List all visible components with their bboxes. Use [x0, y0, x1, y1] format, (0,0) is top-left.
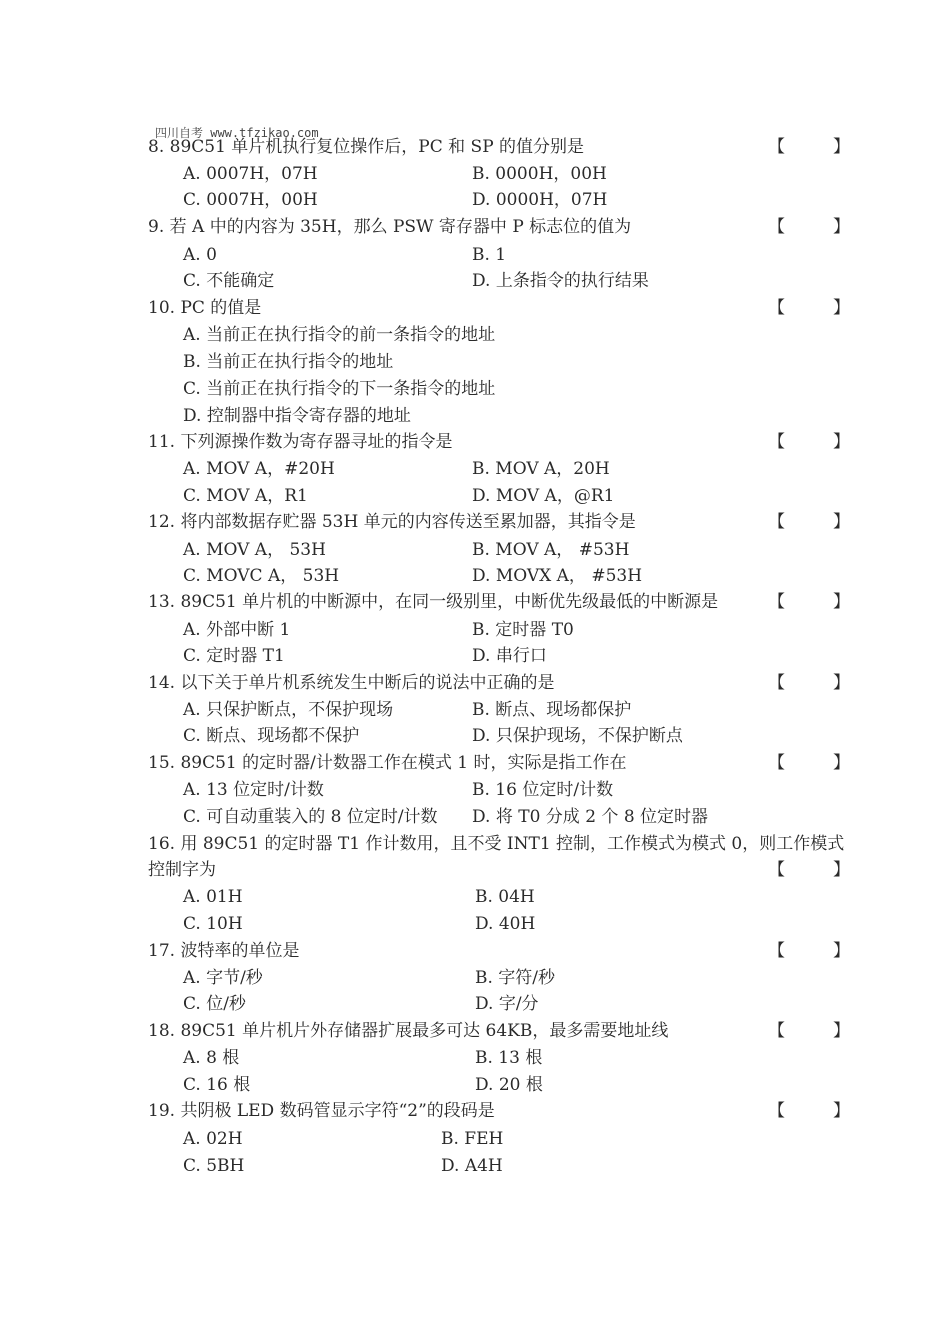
bracket-open: 【: [768, 753, 785, 773]
answer-bracket[interactable]: [768, 857, 850, 883]
answer-bracket[interactable]: [768, 134, 850, 160]
bracket-close: 】: [833, 217, 850, 237]
bracket-open: 【: [768, 592, 785, 612]
bracket-open: 【: [768, 512, 785, 532]
option: B. 1: [472, 245, 507, 265]
option: D. 将 T0 分成 2 个 8 位定时器: [472, 807, 709, 827]
bracket-close: 】: [833, 298, 850, 318]
option: A. MOV A， 53H: [183, 540, 326, 560]
bracket-close: 】: [833, 753, 850, 773]
bracket-open: 【: [768, 1101, 785, 1121]
option: D. 只保护现场，不保护断点: [472, 726, 683, 746]
option: B. 0000H，00H: [472, 164, 607, 184]
option: B. 13 根: [475, 1048, 543, 1068]
option: C. MOV A，R1: [183, 486, 308, 506]
question-16: 16. 用 89C51 的定时器 T1 作计数用，且不受 INT1 控制，工作模式为模式 0，则工作模式控制字为: [148, 834, 845, 880]
bracket-close: 】: [833, 1101, 850, 1121]
option: D. 40H: [475, 914, 536, 934]
option: C. 16 根: [183, 1075, 251, 1095]
option: C. 当前正在执行指令的下一条指令的地址: [183, 379, 496, 399]
option: C. 0007H，00H: [183, 190, 318, 210]
option: C. 断点、现场都不保护: [183, 726, 360, 746]
watermark: 四川自考 www.tfzikao.com: [155, 126, 319, 140]
option: A. 0: [183, 245, 217, 265]
option: B. 04H: [475, 887, 535, 907]
option: A. MOV A，#20H: [183, 459, 335, 479]
option: C. 可自动重装入的 8 位定时/计数: [183, 807, 438, 827]
option: D. A4H: [441, 1156, 503, 1176]
option: D. 控制器中指令寄存器的地址: [183, 406, 411, 426]
bracket-close: 】: [833, 432, 850, 452]
question-18: 18. 89C51 单片机片外存储器扩展最多可达 64KB，最多需要地址线: [148, 1021, 669, 1041]
option: B. MOV A， #53H: [472, 540, 630, 560]
question-15: 15. 89C51 的定时器/计数器工作在模式 1 时，实际是指工作在: [148, 753, 627, 773]
answer-bracket[interactable]: [768, 589, 850, 615]
bracket-close: 】: [833, 1021, 850, 1041]
bracket-open: 【: [768, 298, 785, 318]
bracket-close: 】: [833, 592, 850, 612]
question-10: 10. PC 的值是: [148, 298, 262, 318]
option: C. 10H: [183, 914, 243, 934]
question-14: 14. 以下关于单片机系统发生中断后的说法中正确的是: [148, 673, 555, 693]
option: C. MOVC A， 53H: [183, 566, 340, 586]
option: B. FEH: [441, 1129, 504, 1149]
option: A. 0007H，07H: [183, 164, 318, 184]
option: A. 13 位定时/计数: [183, 780, 324, 800]
option: A. 外部中断 1: [183, 620, 291, 640]
question-8: 8. 89C51 单片机执行复位操作后，PC 和 SP 的值分别是: [148, 137, 585, 157]
bracket-open: 【: [768, 432, 785, 452]
option: C. 5BH: [183, 1156, 245, 1176]
question-13: 13. 89C51 单片机的中断源中，在同一级别里，中断优先级最低的中断源是: [148, 592, 719, 612]
bracket-close: 】: [833, 941, 850, 961]
question-19: 19. 共阴极 LED 数码管显示字符“2”的段码是: [148, 1101, 495, 1121]
option: A. 8 根: [183, 1048, 240, 1068]
option: A. 01H: [183, 887, 243, 907]
option: D. 上条指令的执行结果: [472, 271, 649, 291]
option: A. 字节/秒: [183, 968, 263, 988]
option: B. 当前正在执行指令的地址: [183, 352, 394, 372]
option: A. 当前正在执行指令的前一条指令的地址: [183, 325, 496, 345]
option: B. 16 位定时/计数: [472, 780, 614, 800]
bracket-open: 【: [768, 137, 785, 157]
answer-bracket[interactable]: [768, 509, 850, 535]
question-12: 12. 将内部数据存贮器 53H 单元的内容传送至累加器，其指令是: [148, 512, 636, 532]
bracket-close: 】: [833, 512, 850, 532]
answer-bracket[interactable]: [768, 1018, 850, 1044]
option: B. 字符/秒: [475, 968, 556, 988]
option: D. 串行口: [472, 646, 547, 666]
option: A. 只保护断点，不保护现场: [183, 700, 394, 720]
option: D. MOV A，@R1: [472, 486, 615, 506]
bracket-close: 】: [833, 137, 850, 157]
bracket-open: 【: [768, 673, 785, 693]
answer-bracket[interactable]: [768, 429, 850, 455]
option: D. 0000H，07H: [472, 190, 608, 210]
question-9: 9. 若 A 中的内容为 35H，那么 PSW 寄存器中 P 标志位的值为: [148, 217, 632, 237]
option: B. 断点、现场都保护: [472, 700, 632, 720]
option: B. MOV A，20H: [472, 459, 610, 479]
option: A. 02H: [183, 1129, 243, 1149]
bracket-open: 【: [768, 941, 785, 961]
bracket-close: 】: [833, 860, 850, 880]
answer-bracket[interactable]: [768, 1098, 850, 1124]
option: B. 定时器 T0: [472, 620, 574, 640]
option: C. 不能确定: [183, 271, 275, 291]
option: C. 位/秒: [183, 994, 246, 1014]
answer-bracket[interactable]: [768, 750, 850, 776]
question-17: 17. 波特率的单位是: [148, 941, 300, 961]
answer-bracket[interactable]: [768, 938, 850, 964]
bracket-close: 】: [833, 673, 850, 693]
option: D. MOVX A， #53H: [472, 566, 643, 586]
answer-bracket[interactable]: [768, 670, 850, 696]
answer-bracket[interactable]: [768, 214, 850, 240]
bracket-open: 【: [768, 860, 785, 880]
option: C. 定时器 T1: [183, 646, 285, 666]
bracket-open: 【: [768, 1021, 785, 1041]
option: D. 20 根: [475, 1075, 543, 1095]
answer-bracket[interactable]: [768, 295, 850, 321]
option: D. 字/分: [475, 994, 539, 1014]
bracket-open: 【: [768, 217, 785, 237]
question-11: 11. 下列源操作数为寄存器寻址的指令是: [148, 432, 453, 452]
